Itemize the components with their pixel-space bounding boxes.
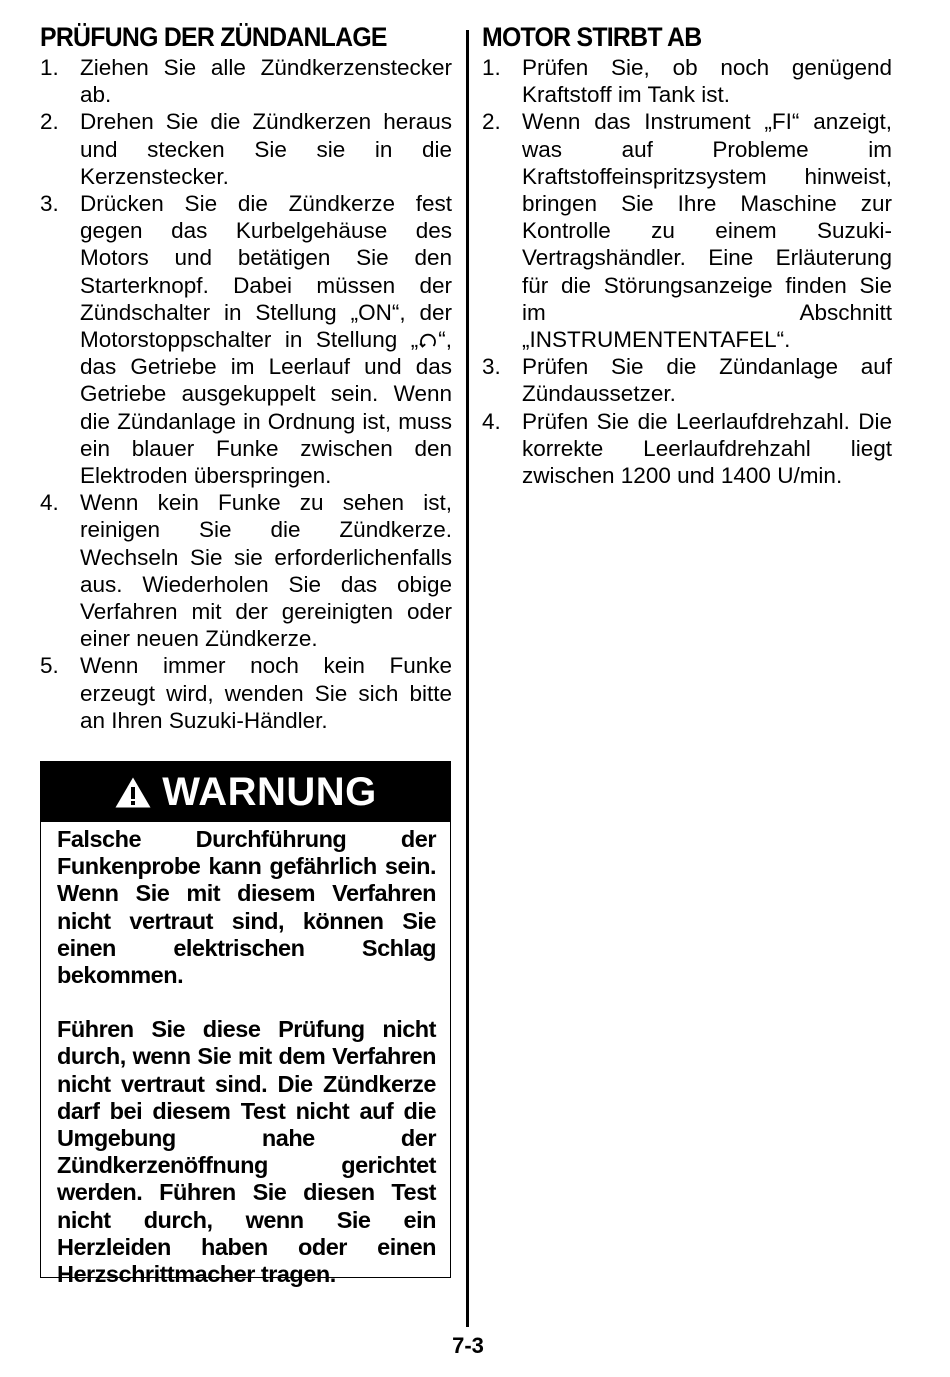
step-text: Prüfen Sie die Leerlaufdrehzahl. Die korrekte Leerlaufdrehzahl liegt zwischen 1200 und 1400 U/min. (522, 408, 892, 489)
step-text-after-symbol: “, das Getriebe im Leerlauf und das Getriebe ausgekuppelt sein. Wenn die Zündanlage in Ordnung ist, muss ein blauer Funke zwischen den Elektroden überspringen. (80, 327, 452, 489)
warning-paragraph: Führen Sie diese Prüfung nicht durch, wenn Sie mit dem Verfahren nicht vertraut sind. Die Zündkerze darf bei diesem Test nicht auf die Umgebung nahe der Zündkerzenöffnung gerichtet werden. Führen Sie diesen Test nicht durch, wenn Sie ein Herzleiden haben oder einen Herzschrittmacher tragen. (57, 1016, 436, 1288)
step-text: Wenn kein Funke zu sehen ist, reinigen Sie die Zündkerze. Wechseln Sie sie erforderlichenfalls aus. Wiederholen Sie das obige Verfahren mit der gereinigten oder einer neuen Zündkerze. (80, 490, 452, 652)
step-text: Drehen Sie die Zündkerzen heraus und stecken Sie sie in die Kerzenstecker. (80, 109, 452, 189)
step-text: Wenn immer noch kein Funke erzeugt wird, wenden Sie sich bitte an Ihren Suzuki-Händler. (80, 653, 452, 733)
column-divider (466, 30, 469, 1327)
step-number: 2. (482, 109, 501, 135)
step-number: 3. (40, 191, 59, 217)
step-text: Prüfen Sie, ob noch genügend Kraftstoff im Tank ist. (522, 55, 892, 108)
step-number: 5. (40, 653, 59, 679)
engine-stalls-heading: MOTOR STIRBT AB (482, 22, 702, 52)
step-number: 4. (482, 408, 501, 434)
list-item (482, 108, 892, 353)
warning-paragraph: Falsche Durchführung der Funkenprobe kann gefährlich sein. Wenn Sie mit diesem Verfahren nicht vertraut sind, können Sie einen elektrischen Schlag bekommen. (57, 826, 436, 989)
step-number: 3. (482, 354, 501, 380)
list-item (482, 353, 892, 407)
step-text: Wenn das Instrument „FI“ anzeigt, was auf Probleme im Kraftstoffeinspritzsystem hinweist, bringen Sie Ihre Maschine zur Kontrolle zu einem Suzuki-Vertragshändler. Eine Erläuterung für die Störungsanzeige finden Sie im Abschnitt „INSTRUMENTENTAFEL“. (522, 109, 892, 353)
warning-title: WARNUNG (162, 769, 377, 814)
step-text: Prüfen Sie die Zündanlage auf Zündaussetzer. (522, 354, 892, 407)
warning-box (40, 761, 451, 1288)
list-item (40, 108, 452, 190)
list-item (40, 652, 452, 734)
list-item (40, 54, 452, 108)
engine-stalls-steps (482, 54, 892, 489)
step-number: 4. (40, 490, 59, 516)
right-column (482, 20, 892, 489)
step-text: Ziehen Sie alle Zündkerzenstecker ab. (80, 55, 452, 108)
engine-run-symbol-icon (418, 329, 438, 349)
list-item (482, 54, 892, 108)
warning-triangle-icon (114, 776, 152, 809)
list-item (482, 408, 892, 490)
warning-body (41, 822, 450, 1288)
warning-header (41, 762, 450, 822)
page-number: 7-3 (452, 1333, 484, 1358)
ignition-check-heading: PRÜFUNG DER ZÜNDANLAGE (40, 22, 387, 52)
step-number: 1. (482, 55, 501, 80)
left-column (40, 20, 452, 734)
list-item (40, 190, 452, 489)
step-text-before-symbol: Drücken Sie die Zündkerze fest gegen das Kurbelgehäuse des Motors und betätigen Sie den Starterknopf. Dabei müssen der Zündschalter in Stellung „ON“, der Motorstoppschalter in Stellung „ (80, 191, 452, 353)
step-number: 1. (40, 55, 59, 80)
list-item (40, 489, 452, 652)
step-number: 2. (40, 109, 59, 135)
ignition-check-steps (40, 54, 452, 734)
